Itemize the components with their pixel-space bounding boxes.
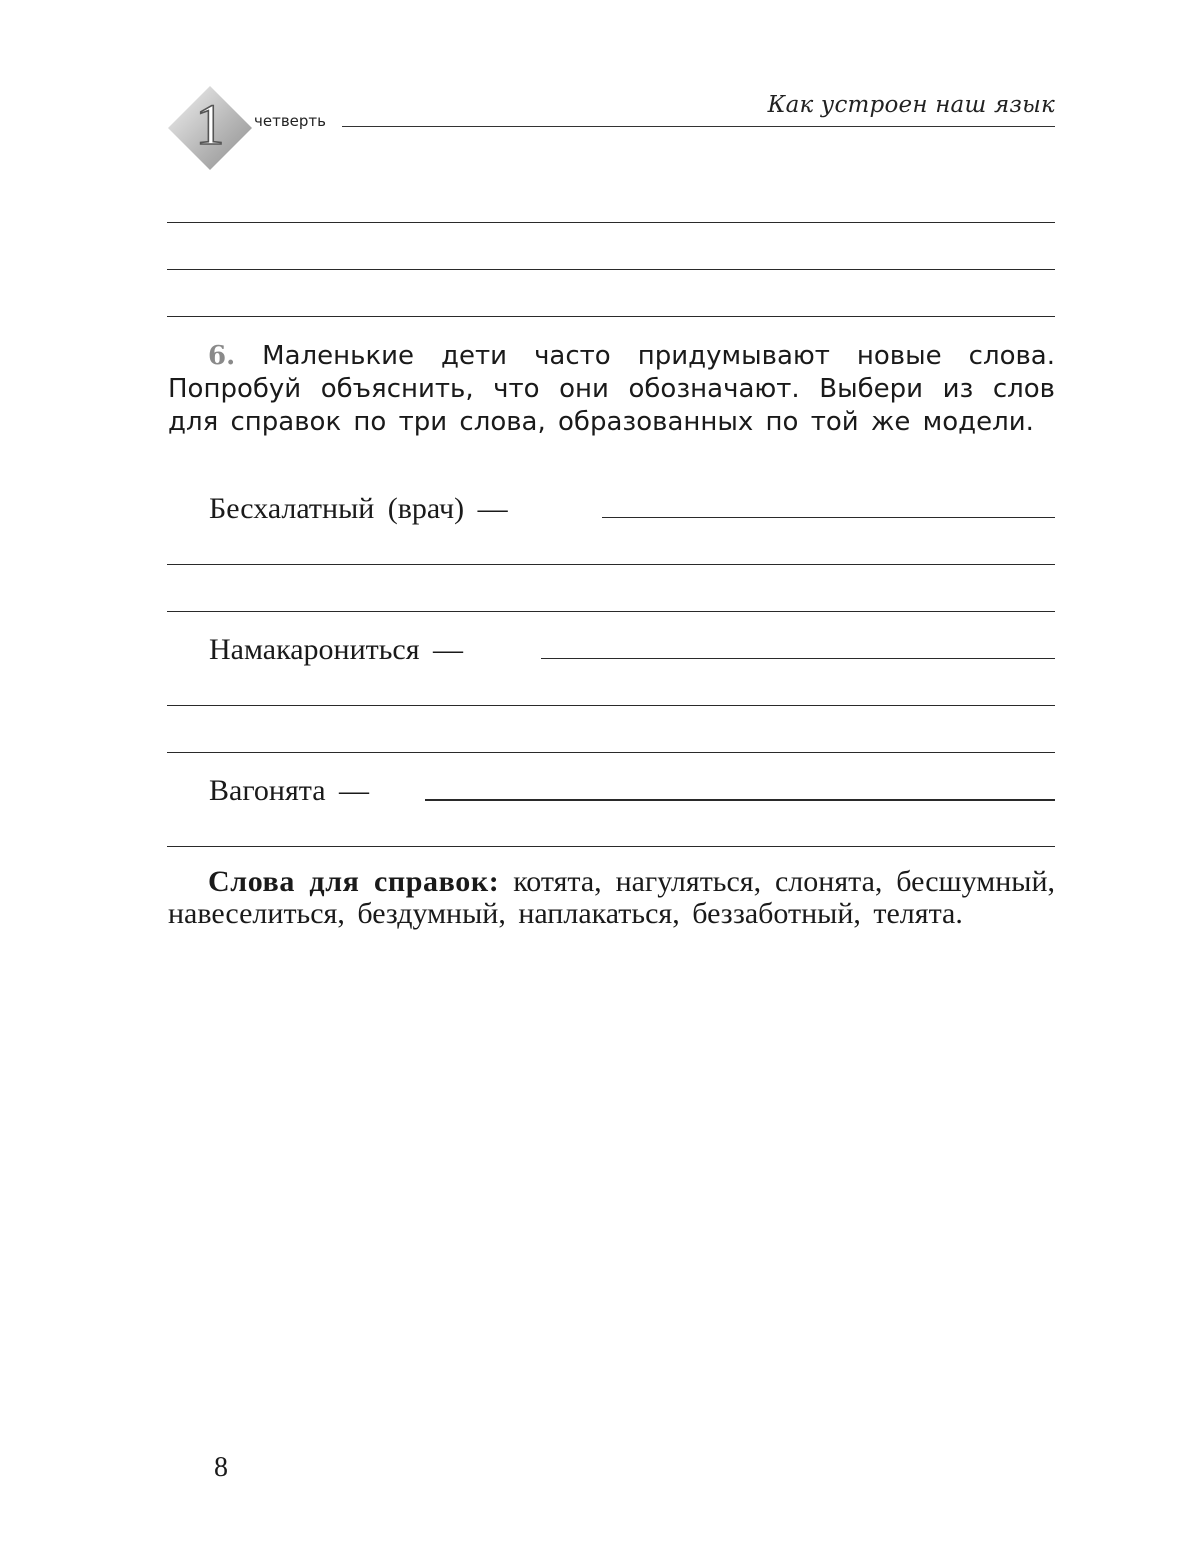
task-text bbox=[168, 340, 1055, 439]
reference-label: Слова для справок: bbox=[208, 865, 500, 898]
answer-line[interactable] bbox=[167, 752, 1055, 753]
section-title: Как устроен наш язык bbox=[767, 92, 1055, 118]
header-divider bbox=[342, 126, 1055, 127]
answer-line[interactable] bbox=[167, 705, 1055, 706]
reference-words bbox=[168, 866, 1055, 930]
answer-line[interactable] bbox=[167, 316, 1055, 317]
quarter-word: четверть bbox=[254, 112, 326, 130]
answer-line[interactable] bbox=[602, 517, 1055, 518]
reference-list: котята, нагуляться, слонята, бесшумный, навеселиться, бездумный, наплакаться, беззаботный, телята. bbox=[168, 865, 1056, 930]
diamond-icon bbox=[168, 86, 252, 170]
answer-line[interactable] bbox=[167, 222, 1055, 223]
answer-line[interactable] bbox=[541, 658, 1055, 659]
task-number: 6. bbox=[208, 341, 236, 371]
task-body: Маленькие дети часто придумывают новые слова. Попробуй объяснить, что они обозначают. Выбери из слов для справок по три слова, образованных по той же модели. bbox=[168, 341, 1055, 437]
answer-line[interactable] bbox=[167, 269, 1055, 270]
answer-line[interactable] bbox=[167, 846, 1055, 847]
answer-line[interactable] bbox=[167, 564, 1055, 565]
answer-line[interactable] bbox=[167, 611, 1055, 612]
word-vagonyata: Вагонята — bbox=[209, 774, 370, 807]
answer-line[interactable] bbox=[425, 799, 1055, 801]
word-bezkhalatny: Бесхалатный (врач) — bbox=[209, 492, 508, 525]
quarter-number: 1 bbox=[195, 92, 225, 157]
quarter-badge bbox=[168, 86, 252, 170]
page-number: 8 bbox=[214, 1452, 228, 1483]
word-namakaronitsya: Намакарониться — bbox=[209, 633, 464, 666]
